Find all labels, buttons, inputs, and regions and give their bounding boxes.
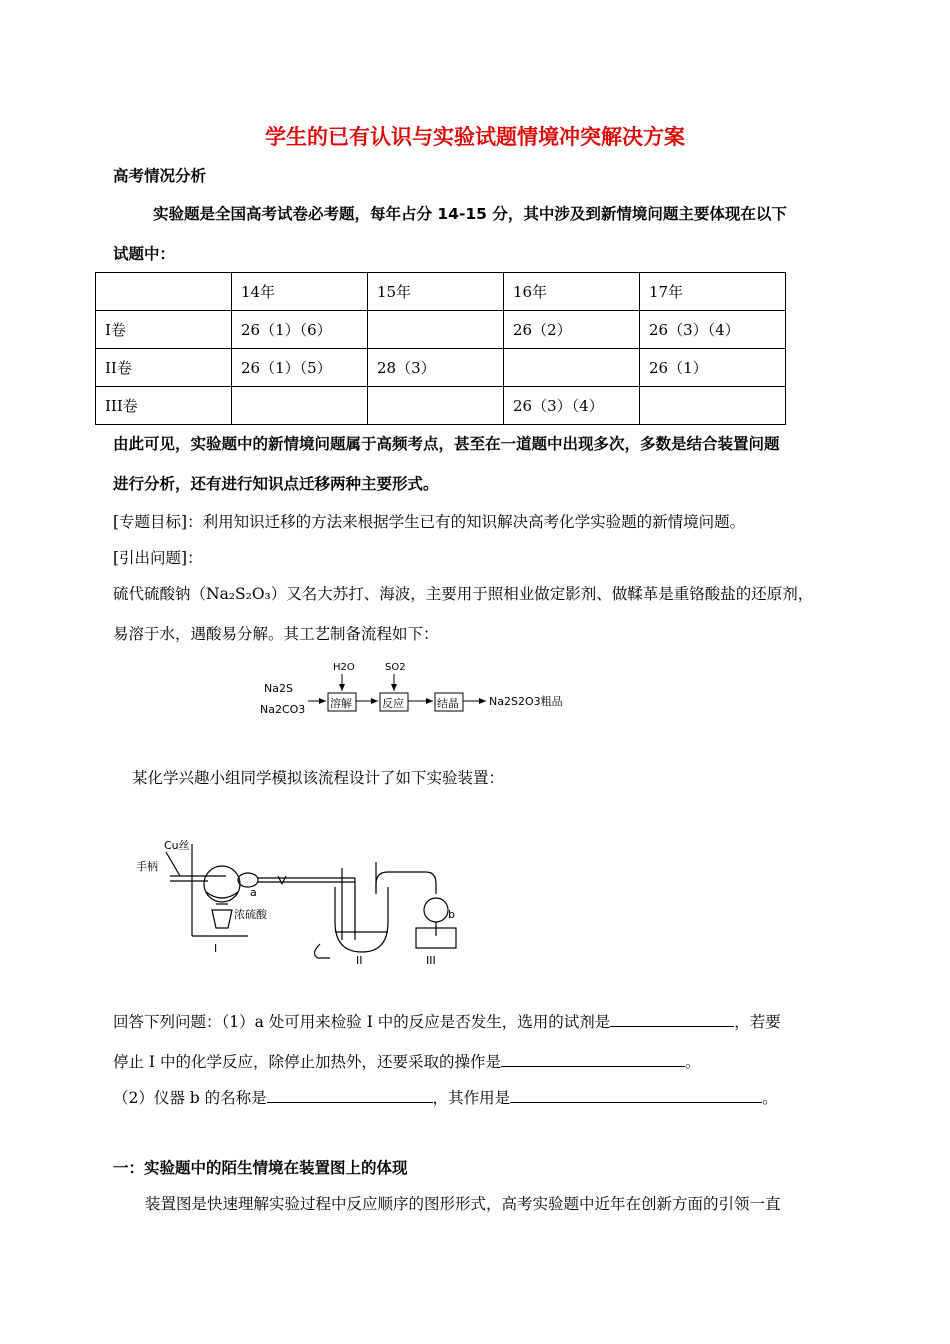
table-cell: 17年 [640,273,786,311]
question-1-text: 回答下列问题：（1）a 处可用来检验 I 中的反应是否发生，选用的试剂是 [113,1013,611,1031]
flow-reagent-so2: SO2 [385,662,406,673]
topic-goal: [专题目标]：利用知识迁移的方法来根据学生已有的知识解决高考化学实验题的新情境问题。 [113,513,746,531]
answer-blank-1[interactable] [610,1012,734,1027]
table-cell: 26（1）（5） [232,349,368,387]
page-title: 学生的已有认识与实验试题情境冲突解决方案 [265,125,685,149]
table-cell: III卷 [96,387,232,425]
table-cell: 26（3）（4） [504,387,640,425]
table-cell [640,387,786,425]
question-2-text: （2）仪器 b 的名称是 [113,1089,267,1107]
table-cell: I卷 [96,311,232,349]
lead-label: [引出问题]： [113,549,203,567]
flow-step-crystallize: 结晶 [437,697,459,710]
intro-line-2: 试题中： [113,245,176,263]
flow-step-react: 反应 [382,697,404,710]
label-i: I [214,942,218,955]
table-row [96,349,786,387]
answer-blank-4[interactable] [510,1088,762,1103]
table-row [96,387,786,425]
exam-table [95,272,786,425]
flask-i-liquid [206,892,238,898]
apparatus-intro: 某化学兴趣小组同学模拟该流程设计了如下实验装置： [132,769,505,787]
label-acid: 浓硫酸 [234,908,267,921]
table-cell: 26（1）（6） [232,311,368,349]
section-heading-1: 一：实验题中的陌生情境在装置图上的体现 [113,1159,408,1177]
question-1-line-1 [113,1010,781,1032]
flask-ii [335,887,388,952]
bulb-b [424,898,448,922]
table-cell: 16年 [504,273,640,311]
flow-product: Na2S2O3粗品 [489,695,563,708]
paragraph-line-1: 硫代硫酸钠（Na₂S₂O₃）又名大苏打、海波，主要用于照相业做定影剂、做鞣革是重铬酸盐的还原剂， [113,585,814,603]
tube-clamp [278,876,286,884]
table-cell: 26（1） [640,349,786,387]
label-iii: III [426,954,436,967]
period: 。 [684,1053,701,1071]
label-handle: 手柄 [136,860,158,873]
table-cell: II卷 [96,349,232,387]
flow-input-na2s: Na2S [264,682,293,695]
section-heading-gaokao: 高考情况分析 [113,167,207,185]
question-1-line-2 [113,1050,701,1072]
label-ii: II [356,954,363,967]
table-cell [96,273,232,311]
answer-blank-2[interactable] [501,1052,685,1067]
stir-cable [314,944,330,958]
table-row [96,311,786,349]
answer-blank-3[interactable] [267,1088,433,1103]
table-cell: 28（3） [368,349,504,387]
process-flow-diagram [250,655,580,725]
table-cell: 14年 [232,273,368,311]
flow-step-dissolve: 溶解 [330,697,352,710]
flow-input-na2co3: Na2CO3 [260,703,306,716]
flow-reagent-h2o: H2O [333,662,355,673]
table-cell: 15年 [368,273,504,311]
table-cell: 26（2） [504,311,640,349]
section-1-line-1: 装置图是快速理解实验过程中反应顺序的图形形式，高考实验题中近年在创新方面的引领一直 [145,1195,781,1213]
question-1-text-tail: ，若要 [734,1013,781,1031]
intro-line-1: 实验题是全国高考试卷必考题，每年占分 14-15 分，其中涉及到新情境问题主要体现在以下 [153,205,787,223]
table-cell [504,349,640,387]
table-cell: 26（3）（4） [640,311,786,349]
flask-i [204,866,240,902]
period: 。 [762,1089,778,1107]
table-cell [368,311,504,349]
cu-label-pointer [166,852,180,876]
paragraph-line-2: 易溶于水，遇酸易分解。其工艺制备流程如下： [113,625,439,643]
label-a: a [250,886,257,899]
question-2-text-mid: ，其作用是 [432,1089,511,1107]
side-bulb-a [238,873,258,887]
table-cell [368,387,504,425]
table-header-row [96,273,786,311]
connecting-tube [376,872,436,894]
burner [212,910,232,928]
label-cu-wire: Cu丝 [164,839,190,852]
apparatus-diagram [130,832,470,972]
question-2-line [113,1086,778,1108]
question-1-text-2: 停止 I 中的化学反应，除停止加热外，还要采取的操作是 [113,1053,501,1071]
label-b: b [448,908,455,921]
conclusion-line-1: 由此可见，实验题中的新情境问题属于高频考点，甚至在一道题中出现多次，多数是结合装置问题 [113,435,780,453]
conclusion-line-2: 进行分析，还有进行知识点迁移两种主要形式。 [113,475,439,493]
table-cell [232,387,368,425]
